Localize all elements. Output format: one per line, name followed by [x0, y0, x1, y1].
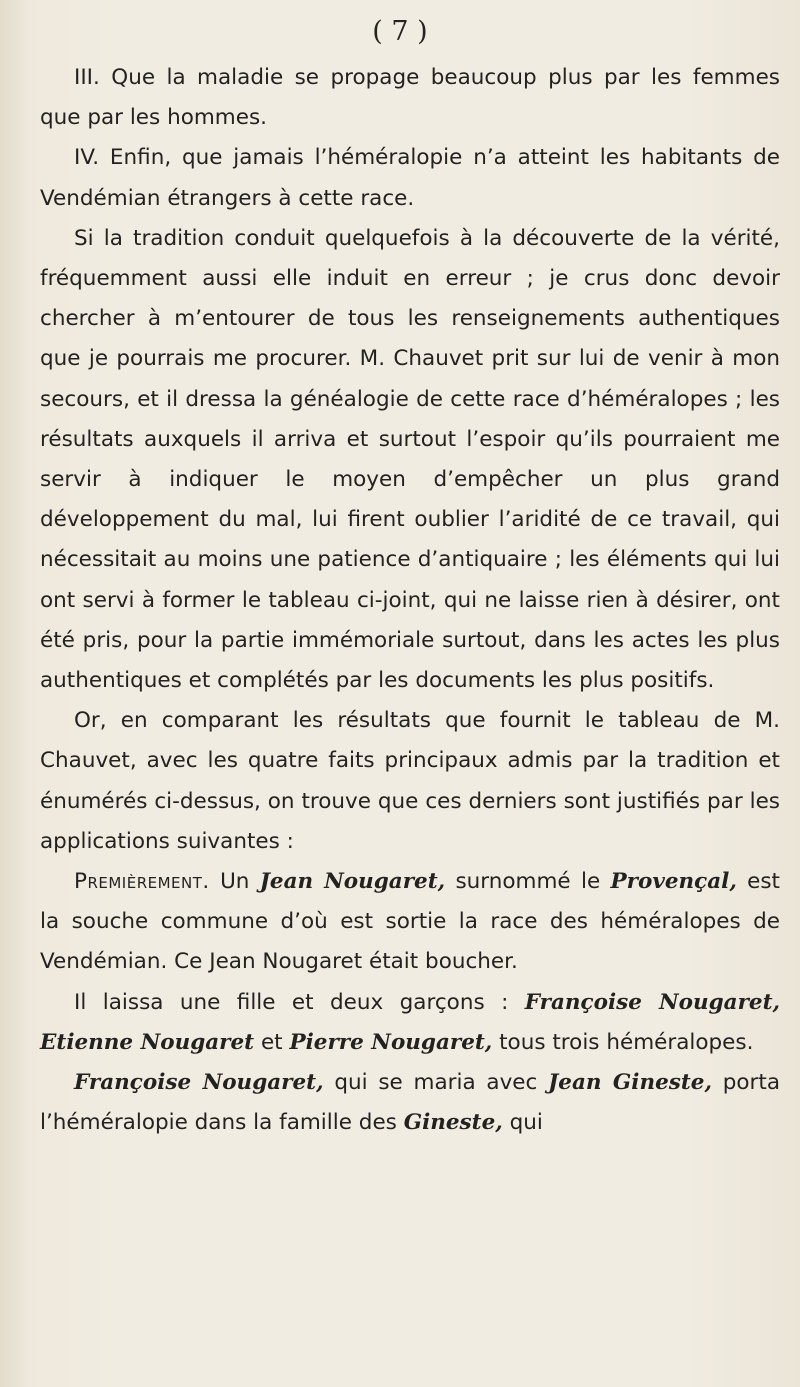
- page-number: ( 7 ): [372, 16, 428, 47]
- paragraph-p7: [40, 1063, 780, 1143]
- italic-text-run: Françoise Nougaret,: [74, 1070, 324, 1096]
- text-run: qui se maria avec: [323, 1070, 549, 1096]
- text-run: est la souche commune d’où est sortie la race des héméralopes de Vendémian. Ce Jean Nougaret était boucher.: [40, 869, 780, 975]
- paragraph-p2: [40, 138, 780, 218]
- text-run: Un: [209, 869, 260, 895]
- text-run: Or, en comparant les résultats que fournit le tableau de M. Chauvet, avec les quatre faits principaux admis par la tradition et énumérés ci-dessus, on trouve que ces derniers sont justifiés par les applications suivantes :: [40, 708, 780, 854]
- italic-text-run: Françoise Nougaret, Etienne Nougaret: [40, 989, 780, 1055]
- text-run: surnommé le: [445, 869, 611, 895]
- italic-text-run: Pierre Nougaret,: [289, 1029, 493, 1055]
- paragraph-p3: [40, 219, 780, 701]
- paragraph-p4: [40, 701, 780, 862]
- italic-text-run: Gineste,: [403, 1110, 503, 1136]
- text-run: qui: [502, 1110, 543, 1136]
- italic-text-run: Provençal,: [610, 869, 737, 895]
- paragraph-p1: [40, 58, 780, 138]
- italic-text-run: Jean Nougaret,: [259, 869, 446, 895]
- text-run: III. Que la maladie se propage beaucoup plus par les femmes que par les hommes.: [40, 65, 780, 131]
- text-run: et: [254, 1029, 290, 1055]
- italic-text-run: Jean Gineste,: [548, 1070, 712, 1096]
- body-text: [40, 58, 780, 1143]
- text-run: Si la tradition conduit quelquefois à la découverte de la vérité, fréquemment aussi elle induit en erreur ; je crus donc devoir chercher à m’entourer de tous les renseignements authentiques que je pourrais me procurer. M. Chauvet prit sur lui de venir à mon secours, et il dressa la généalogie de cette race d’héméralopes ; les résultats auxquels il arriva et surtout l’espoir qu’ils pourraient me servir à indiquer le moyen d’empêcher un plus grand développement du mal, lui firent oublier l’aridité de ce travail, qui nécessitait au moins une patience d’antiquaire ; les éléments qui lui ont servi à former le tableau ci-joint, qui ne laisse rien à désirer, ont été pris, pour la partie immémoriale surtout, dans les actes les plus authentiques et complétés par les documents les plus positifs.: [40, 225, 780, 694]
- text-run: porta l’héméralopie dans la famille des: [40, 1070, 780, 1136]
- smallcaps-text-run: Premièrement.: [74, 869, 210, 895]
- text-run: IV. Enfin, que jamais l’héméralopie n’a atteint les habitants de Vendémian étrangers à cette race.: [40, 145, 780, 211]
- paragraph-p6: [40, 983, 780, 1063]
- text-run: tous trois héméralopes.: [492, 1029, 754, 1055]
- paragraph-p5: [40, 862, 780, 983]
- text-run: Il laissa une fille et deux garçons :: [74, 989, 525, 1015]
